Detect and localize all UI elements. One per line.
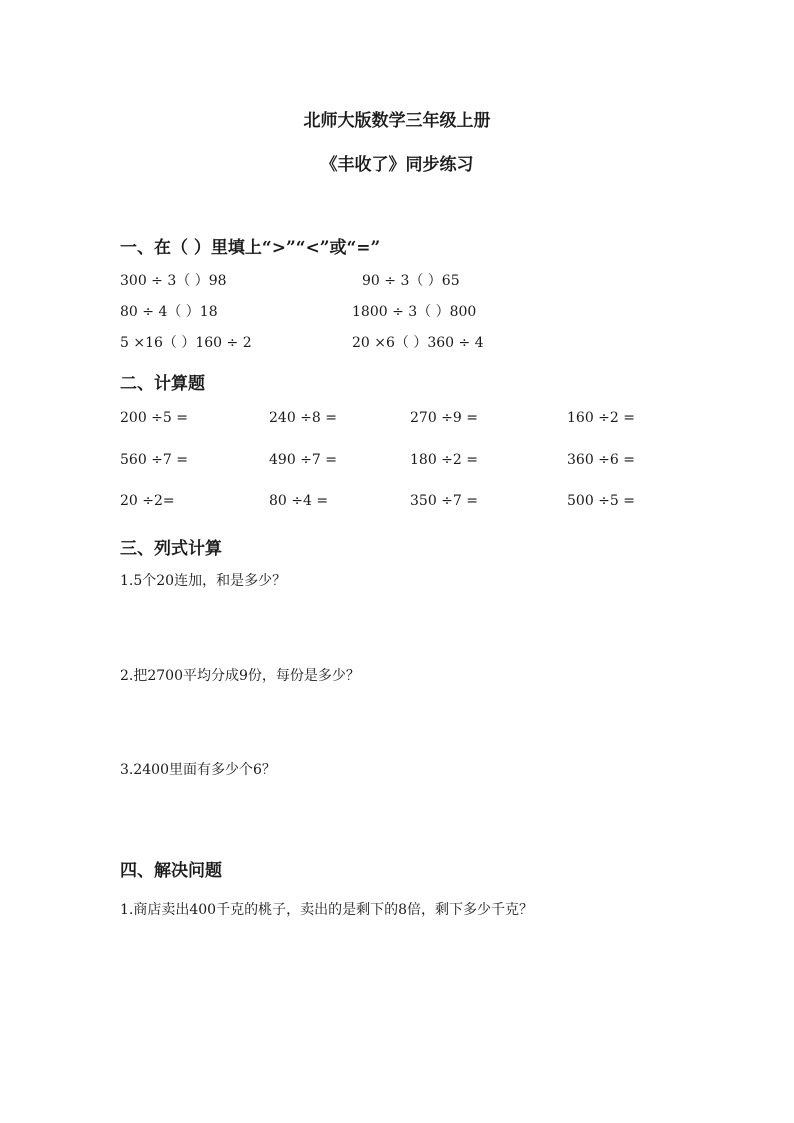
compare-item: 300 ÷ 3（ ）98 (120, 273, 227, 289)
section-heading-compare: 一、在（ ）里填上“>”“<”或“=” (120, 238, 381, 258)
compare-item: 1800 ÷ 3（ ）800 (352, 304, 477, 320)
section-heading-calculation: 二、计算题 (120, 374, 205, 394)
calc-item: 490 ÷7 = (269, 452, 337, 468)
section-heading-expression: 三、列式计算 (120, 539, 222, 559)
compare-item: 90 ÷ 3（ ）65 (362, 273, 460, 289)
calc-item: 180 ÷2 = (410, 452, 478, 468)
calc-item: 360 ÷6 = (567, 452, 635, 468)
calc-item: 80 ÷4 = (269, 493, 329, 509)
calc-item: 240 ÷8 = (269, 410, 337, 426)
compare-item: 5 ×16（ ）160 ÷ 2 (120, 335, 252, 351)
compare-item: 20 ×6（ ）360 ÷ 4 (352, 335, 484, 351)
calc-item: 160 ÷2 = (567, 410, 635, 426)
question-item: 1.5个20连加，和是多少？ (120, 573, 287, 589)
calc-item: 350 ÷7 = (410, 493, 478, 509)
calc-item: 500 ÷5 = (567, 493, 635, 509)
question-item: 3.2400里面有多少个6？ (120, 762, 276, 778)
question-item: 1.商店卖出400千克的桃子，卖出的是剩下的8倍，剩下多少千克？ (120, 902, 533, 918)
question-item: 2.把2700平均分成9份，每份是多少？ (120, 668, 360, 684)
calc-item: 200 ÷5 = (120, 410, 188, 426)
compare-item: 80 ÷ 4（ ）18 (120, 304, 218, 320)
page-title: 北师大版数学三年级上册 (303, 111, 491, 131)
calc-item: 270 ÷9 = (410, 410, 478, 426)
calc-item: 560 ÷7 = (120, 452, 188, 468)
section-heading-problem-solving: 四、解决问题 (120, 861, 222, 881)
calc-item: 20 ÷2= (120, 493, 175, 509)
page-subtitle: 《丰收了》同步练习 (320, 155, 474, 175)
